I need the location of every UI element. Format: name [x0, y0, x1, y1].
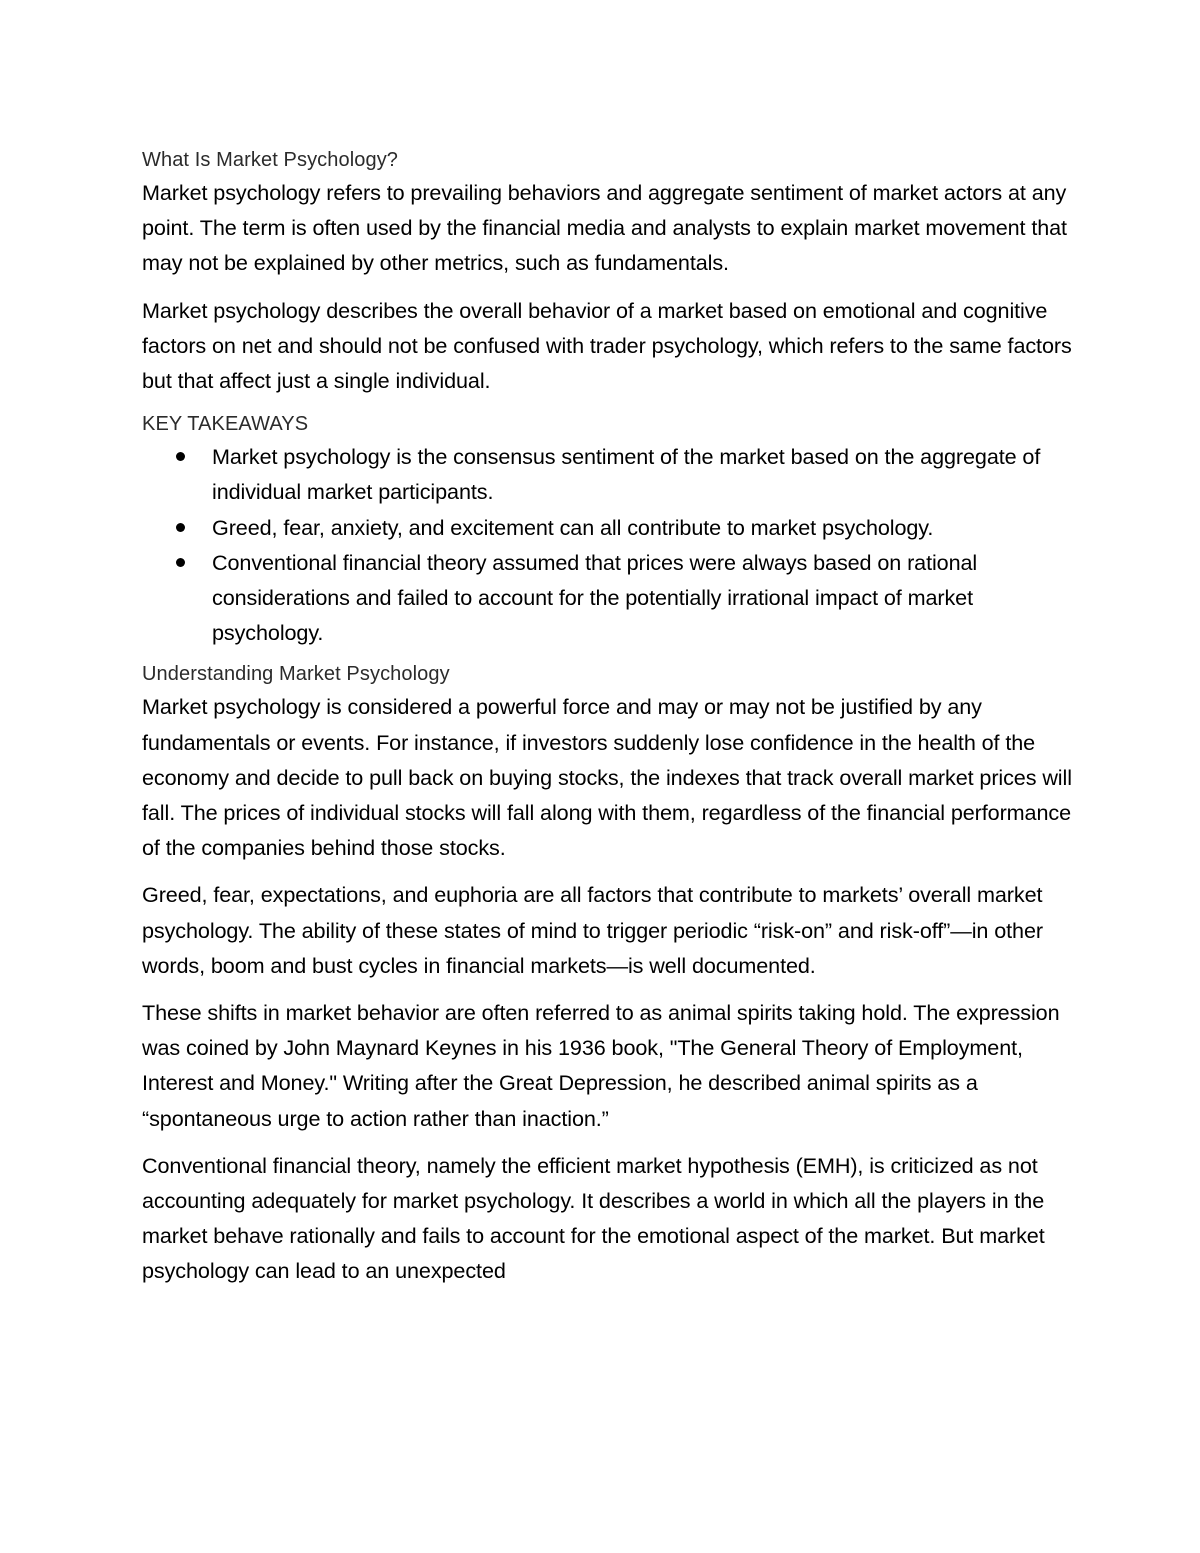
paragraph-description: Market psychology describes the overall behavior of a market based on emotional and cognitive factors on net and should not be confused with trader psychology, which refers to the same factors but that affect just a single individual.	[142, 297, 1072, 394]
list-item-text: Conventional financial theory assumed that prices were always based on rational considerations and failed to account for the potentially irrational impact of market psychology.	[212, 549, 978, 646]
list-item	[142, 439, 1072, 509]
paragraph-conventional-theory: Conventional financial theory, namely the efficient market hypothesis (EMH), is criticized as not accounting adequately for market psychology. It describes a world in which all the players in the market behave rationally and fails to account for the emotional aspect of the market. But market psychology can lead to an unexpected	[142, 1152, 1045, 1284]
list-item	[142, 510, 1072, 545]
section-heading-understanding-market-psychology: Understanding Market Psychology	[142, 663, 450, 686]
section-heading-key-takeaways: KEY TAKEAWAYS	[142, 413, 309, 436]
bullet-icon	[176, 523, 185, 532]
bullet-icon	[176, 452, 185, 461]
document-page	[142, 146, 1072, 1301]
list-item-text: Greed, fear, anxiety, and excitement can all contribute to market psychology.	[212, 514, 934, 540]
list-item	[142, 545, 1072, 651]
bullet-icon	[176, 558, 185, 567]
key-takeaways-list	[142, 439, 1072, 650]
paragraph-greed-fear: Greed, fear, expectations, and euphoria are all factors that contribute to markets’ overall market psychology. The ability of these states of mind to trigger periodic “risk-on” and risk-off”—in other words, boom and bust cycles in financial markets—is well documented.	[142, 882, 1043, 978]
list-item-text: Market psychology is the consensus sentiment of the market based on the aggregate of individual market participants.	[212, 444, 1041, 505]
paragraph-powerful-force: Market psychology is considered a powerful force and may or may not be justified by any fundamentals or events. For instance, if investors suddenly lose confidence in the health of the economy and decide to pull back on buying stocks, the indexes that track overall market prices will fall. The prices of individual stocks will fall along with them, regardless of the financial performance of the companies behind those stocks.	[142, 694, 1072, 861]
paragraph-animal-spirits: These shifts in market behavior are often referred to as animal spirits taking hold. The expression was coined by John Maynard Keynes in his 1936 book, "The General Theory of Employment, Interest and Money." Writing after the Great Depression, he described animal spirits as a “spontaneous urge to action rather than inaction.”	[142, 1000, 1060, 1131]
paragraph-definition: Market psychology refers to prevailing behaviors and aggregate sentiment of market actors at any point. The term is often used by the financial media and analysts to explain market movement that may not be explained by other metrics, such as fundamentals.	[142, 180, 1067, 276]
section-heading-what-is-market-psychology: What Is Market Psychology?	[142, 149, 399, 171]
